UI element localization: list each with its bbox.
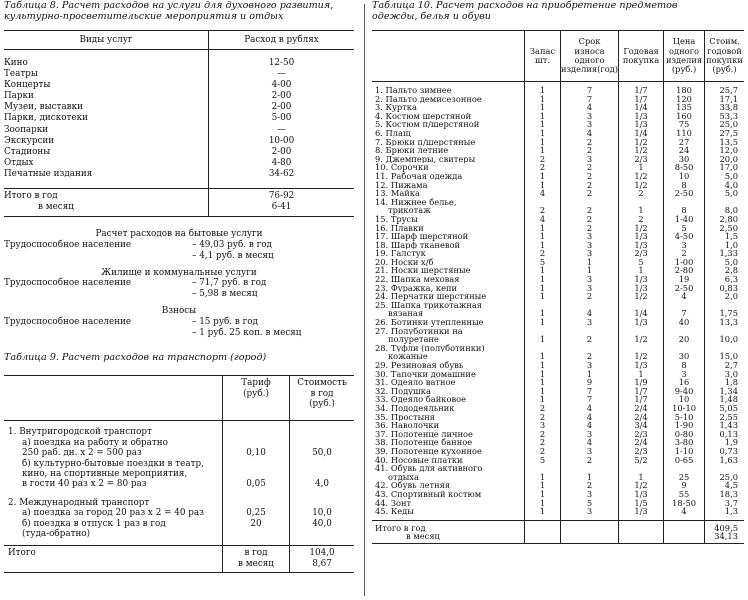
table-row: 41. Обувь для активного — [372, 464, 744, 473]
table-row: 4. Костюм шерстяной 1 3 1/3 160 53,3 — [372, 112, 744, 121]
table-row: 33. Одеяло байковое 1 7 1/7 10 1,48 — [372, 395, 744, 404]
table-row: Концерты 4-00 — [4, 80, 292, 91]
table-row: 27. Полуботинки на — [372, 327, 744, 336]
table-row: 250 раб. дн. x 2 = 500 раз 0,10 50,0 — [4, 448, 354, 458]
table-row: 38. Полотенце банное 2 4 2/4 3-80 1,9 — [372, 438, 744, 447]
services-block: Расчет расходов на бытовые услуги Трудоспособное население – 49,03 руб. в год – 4,1 руб. в месяц — [4, 229, 354, 261]
dues-title: Взносы — [161, 306, 197, 316]
table-row: Отдых 4-80 — [4, 157, 292, 168]
table10 — [372, 30, 744, 544]
table-row: а) поездка на работу и обратно — [4, 438, 354, 448]
table9 — [4, 375, 354, 573]
table-row: в гости 40 раз x 2 = 80 раз 0,05 4,0 — [4, 479, 354, 489]
table-row: 7. Брюки п/шерстяные 1 2 1/2 27 13,5 — [372, 138, 744, 147]
table-row — [4, 490, 354, 498]
table-row: 3. Куртка 1 4 1/4 135 33,8 — [372, 103, 744, 112]
table-row: 13. Майка 4 2 2 2-50 5,0 — [372, 189, 744, 198]
table-row: 2. Международный транспорт — [4, 498, 354, 508]
table10-body — [372, 82, 744, 521]
table-row: 9. Джемперы, свитеры 2 3 2/3 30 20,0 — [372, 155, 744, 164]
table-row: Печатные издания 34-62 — [4, 168, 295, 179]
table-row: 11. Рабочая одежда 1 2 1/2 10 5,0 — [372, 172, 744, 181]
table-row: 6. Плащ 1 4 1/4 110 27,5 — [372, 129, 744, 138]
table9-total-month: в месяц 8,67 — [4, 559, 354, 573]
table-row: Парки 2-00 — [4, 91, 292, 102]
table-row: полуретане 1 2 1/2 20 10,0 — [372, 335, 744, 344]
table-row: 2. Пальто демисезонное 1 7 1/7 120 17,1 — [372, 95, 744, 104]
table-row: 39. Полотенце кухонное 2 3 2/3 1-10 0,73 — [372, 447, 744, 456]
table-row: кожаные 1 2 1/2 30 15,0 — [372, 352, 744, 361]
table-row: 42. Обувь летняя 1 2 1/2 9 4,5 — [372, 481, 744, 490]
table9-header-tariff: Тариф (руб.) — [223, 376, 290, 421]
housing-title: Жилище и коммунальные услуги — [101, 267, 257, 278]
table-row: 1. Внутригородской транспорт — [4, 427, 354, 437]
table-row: 1. Пальто зимнее 1 7 1/7 180 25,7 — [372, 86, 744, 95]
table-row: 43. Спортивный костюм 1 3 1/3 55 18,3 — [372, 490, 744, 499]
table-row: 8. Брюки летние 1 2 1/2 24 12,0 — [372, 146, 744, 155]
left-column — [4, 0, 354, 573]
table-row: трикотаж 2 2 1 8 8,0 — [372, 206, 744, 215]
table-row: 20. Носки х/б 5 1 5 1-00 5,0 — [372, 258, 744, 267]
table-row: Экскурсии 10-00 — [4, 135, 295, 146]
table-row: 18. Шарф тканевой 1 3 1/3 3 1,0 — [372, 241, 744, 250]
table-row: 44. Зонт 1 5 1/5 18-50 3,7 — [372, 499, 744, 508]
table-row: Зоопарки — — [4, 124, 286, 135]
table9-header-cost: Стоимость в год (руб.) — [290, 376, 355, 421]
table-row: а) поездка за город 20 раз x 2 = 40 раз 0,25 10,0 — [4, 508, 354, 518]
table9-header-blank — [4, 376, 223, 421]
table-row: вязаная 1 4 1/4 7 1,75 — [372, 309, 744, 318]
table8-header-services: Виды услуг — [4, 31, 209, 50]
table8 — [4, 30, 354, 217]
table-row: 30. Тапочки домашние 1 1 1 3 3,0 — [372, 370, 744, 379]
table10-header-stock: Запас шт. — [525, 31, 561, 82]
table-row: 28. Туфли (полуботинки) — [372, 344, 744, 353]
table10-header-wear: Срок износа одного изделия(год) — [561, 31, 619, 82]
table-row: 32. Подушка 1 7 1/7 9-40 1,34 — [372, 387, 744, 396]
table-row: 31. Одеяло ватное 1 9 1/9 16 1,8 — [372, 378, 744, 387]
table-row: 24. Перчатки шерстяные 1 2 1/2 4 2,0 — [372, 292, 744, 301]
table-row: 40. Носовые платки 5 2 5/2 0-65 1,63 — [372, 456, 744, 465]
table-row: 26. Ботинки утепленные 1 3 1/3 40 13,3 — [372, 318, 744, 327]
table-row: 22. Шапка меховая 1 3 1/3 19 6,3 — [372, 275, 744, 284]
table-row: 16. Плавки 1 2 1/2 5 2,50 — [372, 224, 744, 233]
table-row: 29. Резиновая обувь 1 3 1/3 8 2,7 — [372, 361, 744, 370]
table-row: 15. Трусы 4 2 2 1-40 2,80 — [372, 215, 744, 224]
table-row: Стадионы 2-00 — [4, 146, 292, 157]
table-row: отдыха 1 1 1 25 25,0 — [372, 473, 744, 482]
table10-total-year: Итого в год 409,5 — [372, 520, 744, 532]
table-row: 17. Шарф шерстяной 1 3 1/3 4-50 1,5 — [372, 232, 744, 241]
table-row: 45. Кеды 1 3 1/3 4 1,3 — [372, 507, 744, 516]
table10-header-item — [372, 31, 525, 82]
table-row: б) культурно-бытовые поездки в театр, — [4, 459, 354, 469]
table-row: б) поездка в отпуск 1 раз в год 20 40,0 — [4, 519, 354, 529]
table8-total-year: Итого в год 76-92 — [4, 189, 354, 203]
table10-total-month: в месяц 34,13 — [372, 532, 744, 543]
table-row: 21. Носки шерстяные 1 1 1 2-80 2,8 — [372, 266, 744, 275]
housing-block: Жилище и коммунальные услуги Трудоспособное население – 71,7 руб. в год – 5,98 в месяц — [4, 268, 354, 300]
table8-header-cost: Расход в рублях — [209, 31, 355, 50]
table-row: 36. Наволочки 3 4 3/4 1-90 1,43 — [372, 421, 744, 430]
table10-header-cost: Стоим. годовой покупки (руб.) — [705, 31, 744, 82]
table8-caption: Таблица 8. Расчет расходов на услуги для духовного развития, культурно-просветительские мероприятия и отдых — [4, 0, 334, 22]
table-row: 12. Пижама 1 2 1/2 8 4,0 — [372, 181, 744, 190]
table-row: 5. Костюм п/шерстяной 1 3 1/3 75 25,0 — [372, 120, 744, 129]
table-row: Парки, дискотеки 5-00 — [4, 113, 292, 124]
table9-total-year: Итого в год 104,0 — [4, 546, 354, 559]
table-row: 10. Сорочки 2 2 1 8-50 17,0 — [372, 163, 744, 172]
services-title: Расчет расходов на бытовые услуги — [95, 229, 263, 240]
table10-caption: Таблица 10. Расчет расходов на приобретение предметов одежды, белья и обуви — [372, 0, 678, 22]
table10-header-price: Цена одного изделия (руб.) — [664, 31, 705, 82]
table-row: 19. Галстук 2 3 2/3 2 1,33 — [372, 249, 744, 258]
table-row: 14. Нижнее белье, — [372, 198, 744, 207]
table-row: кино, на спортивные мероприятия, — [4, 469, 354, 479]
table9-caption: Таблица 9. Расчет расходов на транспорт (город) — [4, 352, 267, 364]
table-row: Кино 12-50 — [4, 58, 295, 68]
table-row: 25. Шапка трикотажная — [372, 301, 744, 310]
table-row: (туда-обратно) — [4, 529, 354, 539]
column-divider — [364, 4, 365, 596]
right-column — [372, 0, 744, 544]
table-row: 35. Простыня 2 4 2/4 5-10 2,55 — [372, 413, 744, 422]
table-row: 34. Пододеяльник 2 4 2/4 10-10 5,05 — [372, 404, 744, 413]
table-row: 37. Полотенце личное 2 3 2/3 0-80 0,13 — [372, 430, 744, 439]
table-row: 23. Фуражка, кепи 1 3 1/3 2-50 0,83 — [372, 284, 744, 293]
table8-total-month: в месяц 6-41 — [4, 202, 354, 217]
table10-header-annual: Годовая покупка — [619, 31, 664, 82]
table-row: Театры — — [4, 69, 286, 80]
table-row: Музеи, выставки 2-00 — [4, 102, 292, 113]
dues-block: Взносы Трудоспособное население – 15 руб. в год – 1 руб. 25 коп. в месяц — [4, 306, 354, 338]
